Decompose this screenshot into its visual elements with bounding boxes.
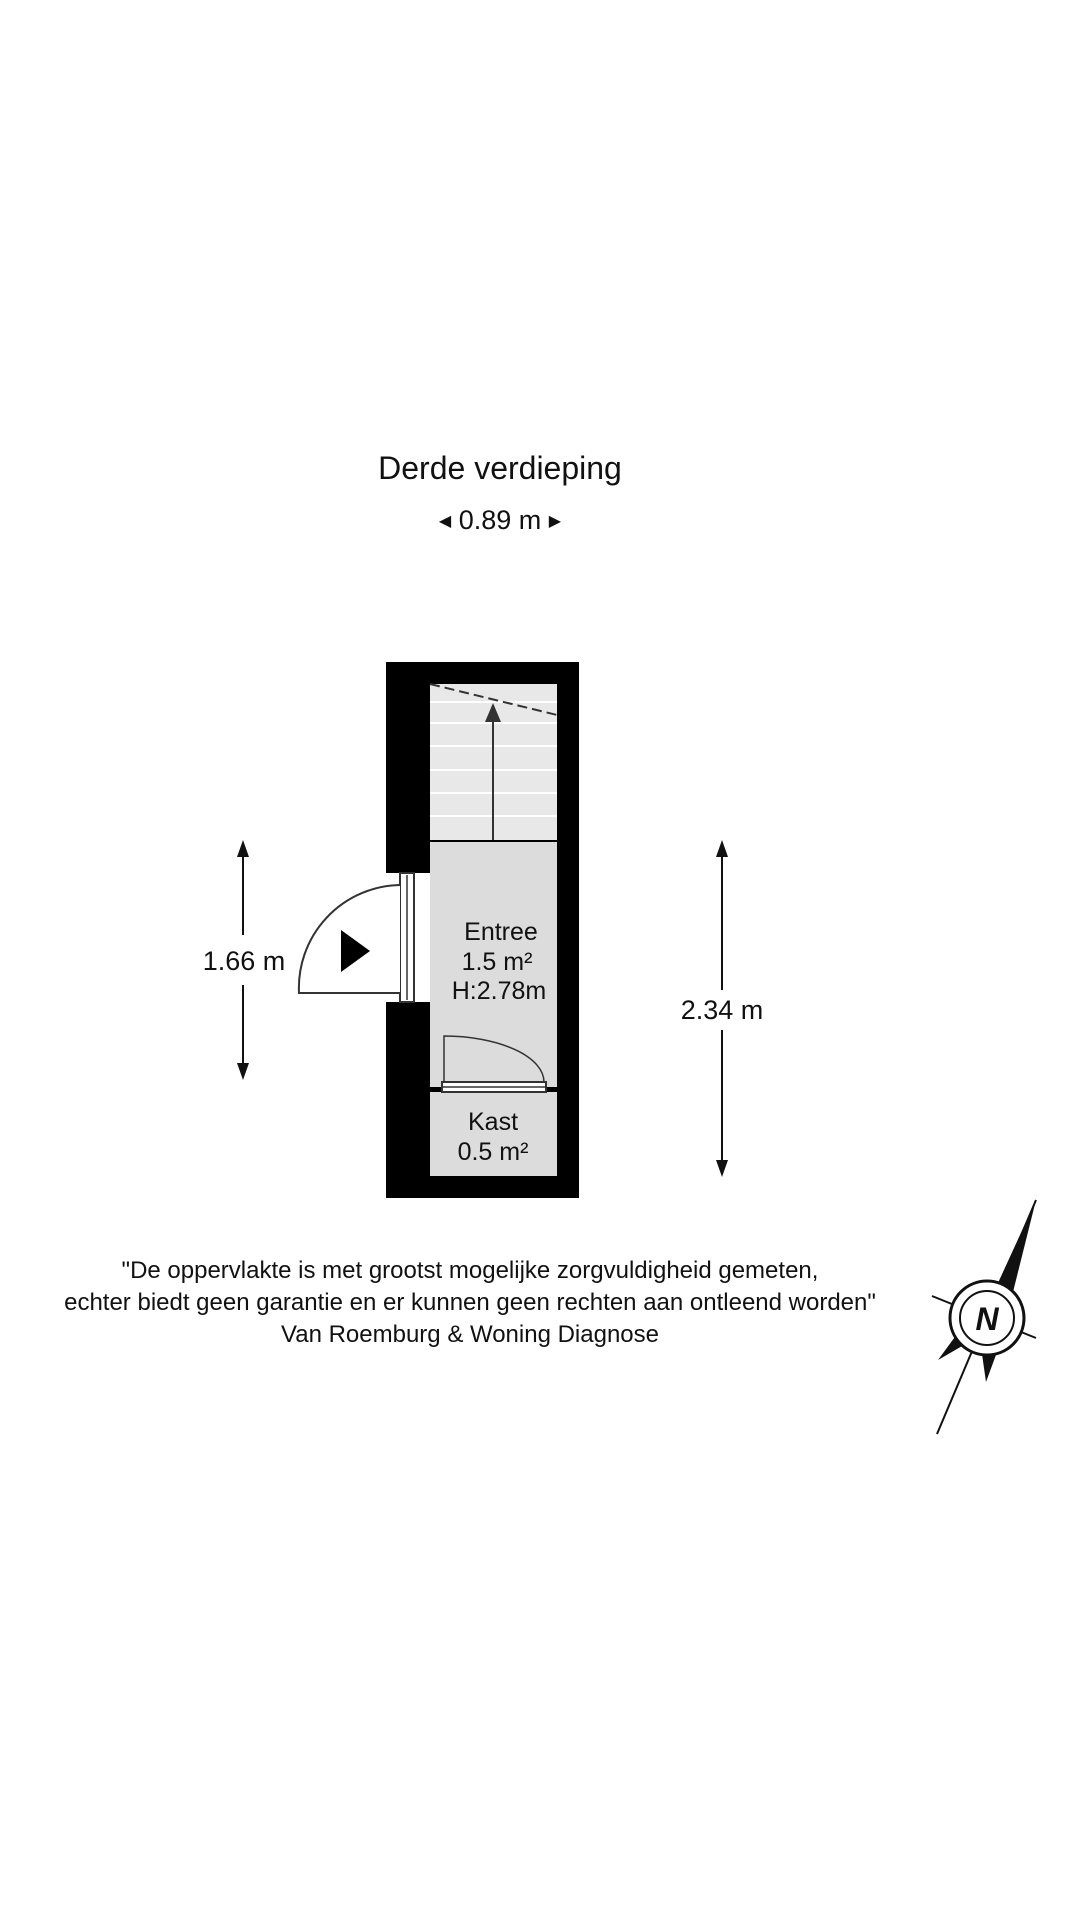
room-name-kast: Kast xyxy=(467,1108,519,1136)
width-dimension-label: 0.89 m xyxy=(458,505,542,535)
arrow-up-icon xyxy=(237,840,249,857)
left-dimension-label: 1.66 m xyxy=(202,946,286,976)
right-dimension-label: 2.34 m xyxy=(680,995,764,1025)
arrow-left-icon: ◀ xyxy=(438,513,452,530)
north-arrow-icon xyxy=(932,1200,1036,1434)
disclaimer-line-3: Van Roemburg & Woning Diagnose xyxy=(281,1321,659,1348)
disclaimer-line-1: "De oppervlakte is met grootst mogelijke zorgvuldigheid gemeten, xyxy=(121,1257,819,1284)
room-height-entree: H:2.78m xyxy=(451,977,547,1005)
room-area-kast: 0.5 m² xyxy=(457,1138,529,1166)
arrow-up-icon xyxy=(716,840,728,857)
arrow-right-icon: ▶ xyxy=(548,513,562,530)
room-area-entree: 1.5 m² xyxy=(461,948,533,976)
disclaimer-line-2: echter biedt geen garantie en er kunnen geen rechten aan ontleend worden" xyxy=(64,1289,876,1316)
room-name-entree: Entree xyxy=(464,918,538,946)
floor-title: Derde verdieping xyxy=(378,450,622,486)
arrow-down-icon xyxy=(716,1160,728,1177)
compass-letter: N xyxy=(975,1301,999,1337)
disclaimer xyxy=(0,1255,940,1351)
arrow-down-icon xyxy=(237,1063,249,1080)
